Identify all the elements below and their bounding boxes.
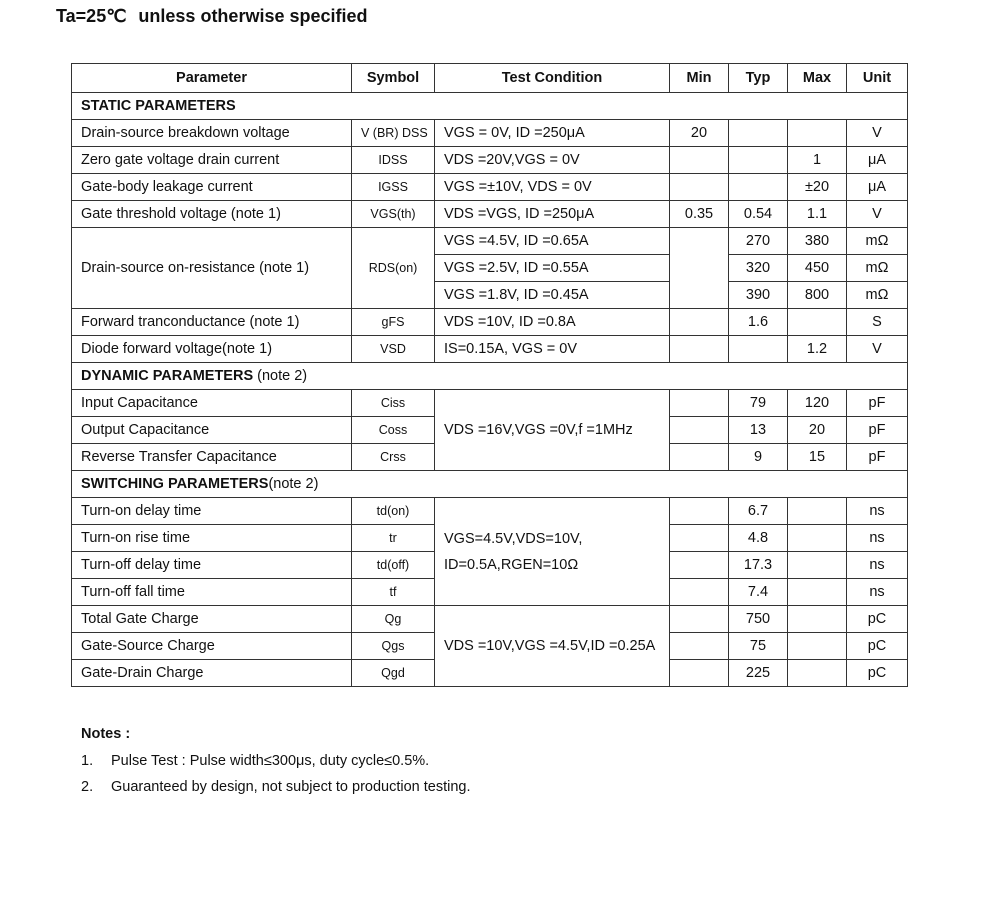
unit-cell: mΩ bbox=[847, 255, 908, 282]
param-cell: Total Gate Charge bbox=[72, 606, 352, 633]
min-cell bbox=[670, 390, 729, 417]
table-row bbox=[72, 336, 908, 363]
notes-section bbox=[81, 726, 471, 800]
max-cell bbox=[788, 525, 847, 552]
unit-cell: pC bbox=[847, 660, 908, 687]
notes-title: Notes : bbox=[81, 726, 131, 742]
condition-cell: VGS = 0V, ID =250μA bbox=[435, 120, 670, 147]
min-cell bbox=[670, 174, 729, 201]
min-cell bbox=[670, 444, 729, 471]
param-cell: Drain-source on-resistance (note 1) bbox=[72, 228, 352, 309]
note-number: 2. bbox=[81, 779, 94, 795]
symbol-cell: Crss bbox=[352, 444, 435, 471]
max-cell: 800 bbox=[788, 282, 847, 309]
min-cell bbox=[670, 606, 729, 633]
note-item bbox=[81, 748, 471, 774]
section-title: STATIC PARAMETERS bbox=[81, 98, 236, 114]
symbol-cell: tr bbox=[352, 525, 435, 552]
table-header-row bbox=[72, 64, 908, 93]
unit-cell: mΩ bbox=[847, 228, 908, 255]
col-header-test-condition: Test Condition bbox=[435, 64, 670, 93]
section-static bbox=[72, 93, 908, 120]
typ-cell: 320 bbox=[729, 255, 788, 282]
section-title: SWITCHING PARAMETERS bbox=[81, 476, 269, 492]
max-cell: 1 bbox=[788, 147, 847, 174]
max-cell: 15 bbox=[788, 444, 847, 471]
symbol-cell: td(off) bbox=[352, 552, 435, 579]
min-cell bbox=[670, 552, 729, 579]
table-row bbox=[72, 201, 908, 228]
max-cell bbox=[788, 633, 847, 660]
min-cell bbox=[670, 579, 729, 606]
condition-cell: VDS =10V, ID =0.8A bbox=[435, 309, 670, 336]
param-cell: Reverse Transfer Capacitance bbox=[72, 444, 352, 471]
min-cell bbox=[670, 147, 729, 174]
symbol-cell: VGS(th) bbox=[352, 201, 435, 228]
note-item bbox=[81, 774, 471, 800]
max-cell: 1.1 bbox=[788, 201, 847, 228]
symbol-cell: IGSS bbox=[352, 174, 435, 201]
param-cell: Turn-on rise time bbox=[72, 525, 352, 552]
param-cell: Zero gate voltage drain current bbox=[72, 147, 352, 174]
unit-cell: ns bbox=[847, 498, 908, 525]
electrical-characteristics-table bbox=[71, 63, 908, 687]
unit-cell: pF bbox=[847, 417, 908, 444]
typ-cell: 390 bbox=[729, 282, 788, 309]
table-row bbox=[72, 606, 908, 633]
min-cell bbox=[670, 498, 729, 525]
table-row bbox=[72, 309, 908, 336]
note-number: 1. bbox=[81, 753, 94, 769]
typ-cell bbox=[729, 336, 788, 363]
unit-cell: V bbox=[847, 120, 908, 147]
param-cell: Output Capacitance bbox=[72, 417, 352, 444]
max-cell bbox=[788, 660, 847, 687]
min-cell: 0.35 bbox=[670, 201, 729, 228]
col-header-symbol: Symbol bbox=[352, 64, 435, 93]
param-cell: Diode forward voltage(note 1) bbox=[72, 336, 352, 363]
condition-cell: VDS =16V,VGS =0V,f =1MHz bbox=[435, 390, 670, 471]
symbol-cell: VSD bbox=[352, 336, 435, 363]
typ-cell bbox=[729, 174, 788, 201]
condition-cell: VGS =2.5V, ID =0.55A bbox=[435, 255, 670, 282]
typ-cell: 1.6 bbox=[729, 309, 788, 336]
max-cell: 1.2 bbox=[788, 336, 847, 363]
typ-cell bbox=[729, 120, 788, 147]
max-cell bbox=[788, 579, 847, 606]
note-text: Pulse Test : Pulse width≤300μs, duty cycle≤0.5%. bbox=[111, 753, 430, 769]
condition-cell: VDS =20V,VGS = 0V bbox=[435, 147, 670, 174]
typ-cell: 6.7 bbox=[729, 498, 788, 525]
symbol-cell: Coss bbox=[352, 417, 435, 444]
max-cell: 380 bbox=[788, 228, 847, 255]
symbol-cell: Qgd bbox=[352, 660, 435, 687]
typ-cell: 13 bbox=[729, 417, 788, 444]
min-cell bbox=[670, 417, 729, 444]
typ-cell: 75 bbox=[729, 633, 788, 660]
param-cell: Forward tranconductance (note 1) bbox=[72, 309, 352, 336]
symbol-cell: Qg bbox=[352, 606, 435, 633]
unit-cell: μA bbox=[847, 147, 908, 174]
max-cell: ±20 bbox=[788, 174, 847, 201]
unit-cell: μA bbox=[847, 174, 908, 201]
col-header-parameter: Parameter bbox=[72, 64, 352, 93]
condition-cell bbox=[435, 498, 670, 606]
page-header bbox=[56, 6, 368, 27]
section-title: DYNAMIC PARAMETERS bbox=[81, 368, 254, 384]
unit-cell: ns bbox=[847, 525, 908, 552]
unit-cell: mΩ bbox=[847, 282, 908, 309]
param-cell: Gate-Drain Charge bbox=[72, 660, 352, 687]
typ-cell: 17.3 bbox=[729, 552, 788, 579]
header-suffix: unless otherwise specified bbox=[138, 6, 368, 26]
typ-cell: 9 bbox=[729, 444, 788, 471]
temperature-label: Ta=25℃ bbox=[56, 6, 127, 26]
unit-cell: pC bbox=[847, 633, 908, 660]
unit-cell: S bbox=[847, 309, 908, 336]
condition-cell: VGS =4.5V, ID =0.65A bbox=[435, 228, 670, 255]
param-cell: Turn-off delay time bbox=[72, 552, 352, 579]
col-header-min: Min bbox=[670, 64, 729, 93]
condition-cell: IS=0.15A, VGS = 0V bbox=[435, 336, 670, 363]
min-cell: 20 bbox=[670, 120, 729, 147]
max-cell bbox=[788, 606, 847, 633]
condition-cell: VDS =10V,VGS =4.5V,ID =0.25A bbox=[435, 606, 670, 687]
min-cell bbox=[670, 525, 729, 552]
param-cell: Turn-off fall time bbox=[72, 579, 352, 606]
unit-cell: ns bbox=[847, 552, 908, 579]
param-cell: Gate threshold voltage (note 1) bbox=[72, 201, 352, 228]
unit-cell: V bbox=[847, 336, 908, 363]
param-cell: Gate-body leakage current bbox=[72, 174, 352, 201]
typ-cell: 79 bbox=[729, 390, 788, 417]
condition-cell: VGS =1.8V, ID =0.45A bbox=[435, 282, 670, 309]
table-row bbox=[72, 498, 908, 525]
param-cell: Input Capacitance bbox=[72, 390, 352, 417]
typ-cell: 7.4 bbox=[729, 579, 788, 606]
typ-cell: 4.8 bbox=[729, 525, 788, 552]
min-cell bbox=[670, 309, 729, 336]
param-cell: Gate-Source Charge bbox=[72, 633, 352, 660]
condition-cell: VDS =VGS, ID =250μA bbox=[435, 201, 670, 228]
symbol-cell: gFS bbox=[352, 309, 435, 336]
col-header-unit: Unit bbox=[847, 64, 908, 93]
unit-cell: V bbox=[847, 201, 908, 228]
table-row bbox=[72, 228, 908, 255]
typ-cell bbox=[729, 147, 788, 174]
max-cell bbox=[788, 309, 847, 336]
max-cell: 20 bbox=[788, 417, 847, 444]
symbol-cell: V (BR) DSS bbox=[352, 120, 435, 147]
note-text: Guaranteed by design, not subject to production testing. bbox=[111, 779, 471, 795]
condition-line: VGS=4.5V,VDS=10V, bbox=[444, 530, 583, 547]
typ-cell: 0.54 bbox=[729, 201, 788, 228]
unit-cell: ns bbox=[847, 579, 908, 606]
param-cell: Turn-on delay time bbox=[72, 498, 352, 525]
symbol-cell: td(on) bbox=[352, 498, 435, 525]
col-header-typ: Typ bbox=[729, 64, 788, 93]
max-cell bbox=[788, 552, 847, 579]
unit-cell: pF bbox=[847, 444, 908, 471]
min-cell bbox=[670, 633, 729, 660]
col-header-max: Max bbox=[788, 64, 847, 93]
table-row bbox=[72, 174, 908, 201]
max-cell bbox=[788, 120, 847, 147]
typ-cell: 270 bbox=[729, 228, 788, 255]
section-note: (note 2) bbox=[253, 368, 308, 384]
symbol-cell: Ciss bbox=[352, 390, 435, 417]
unit-cell: pC bbox=[847, 606, 908, 633]
max-cell bbox=[788, 498, 847, 525]
min-cell bbox=[670, 660, 729, 687]
section-switching bbox=[72, 471, 908, 498]
unit-cell: pF bbox=[847, 390, 908, 417]
typ-cell: 225 bbox=[729, 660, 788, 687]
condition-line: ID=0.5A,RGEN=10Ω bbox=[444, 556, 579, 573]
symbol-cell: tf bbox=[352, 579, 435, 606]
table-row bbox=[72, 390, 908, 417]
min-cell bbox=[670, 336, 729, 363]
table-row bbox=[72, 147, 908, 174]
param-cell: Drain-source breakdown voltage bbox=[72, 120, 352, 147]
min-cell bbox=[670, 228, 729, 309]
symbol-cell: IDSS bbox=[352, 147, 435, 174]
condition-cell: VGS =±10V, VDS = 0V bbox=[435, 174, 670, 201]
section-note: (note 2) bbox=[268, 476, 319, 492]
symbol-cell: RDS(on) bbox=[352, 228, 435, 309]
max-cell: 450 bbox=[788, 255, 847, 282]
symbol-cell: Qgs bbox=[352, 633, 435, 660]
table-row bbox=[72, 120, 908, 147]
typ-cell: 750 bbox=[729, 606, 788, 633]
max-cell: 120 bbox=[788, 390, 847, 417]
section-dynamic bbox=[72, 363, 908, 390]
